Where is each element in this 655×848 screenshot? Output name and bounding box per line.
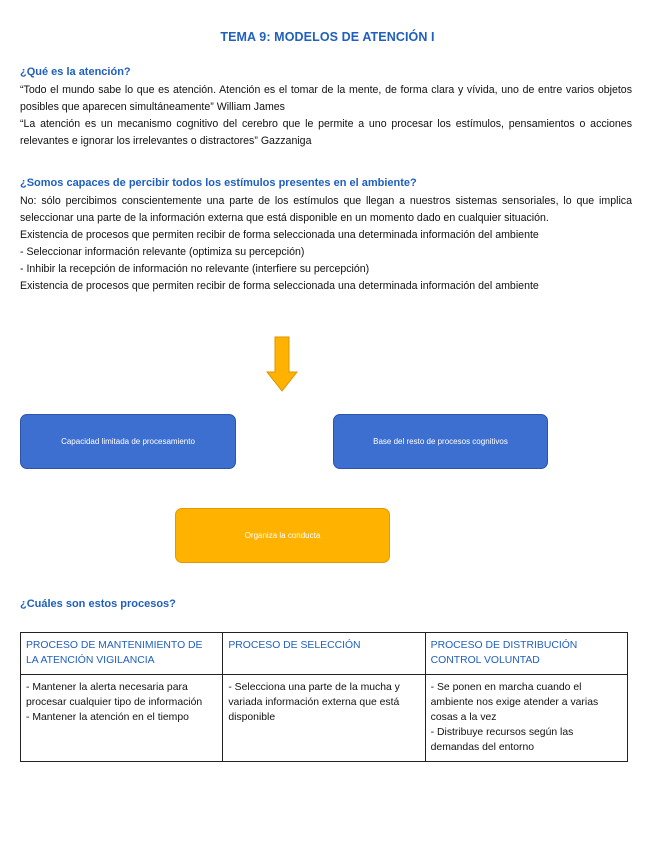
table-cell [425, 675, 627, 762]
section-heading: ¿Somos capaces de percibir todos los estímulos presentes en el ambiente? [20, 177, 417, 189]
cell-line: - Selecciona una parte de la mucha y variada información externa que está disponible [228, 682, 400, 723]
cell-line: - Se ponen en marcha cuando el ambiente nos exige atender a varias cosas a la vez [430, 682, 599, 723]
processes-table [20, 632, 628, 762]
table-header-cell: PROCESO DE DISTRIBUCIÓN CONTROL VOLUNTAD [425, 633, 627, 675]
section-heading: ¿Cuáles son estos procesos? [20, 598, 176, 610]
table-header-cell: PROCESO DE SELECCIÓN [223, 633, 425, 675]
table-row [21, 675, 628, 762]
quote-gazzaniga: “La atención es un mecanismo cognitivo del cerebro que le permite a uno procesar los estímulos, pensamientos o acciones relevantes e ignorar los irrelevantes o distractores” Gazzaniga [20, 118, 632, 147]
down-arrow-icon [266, 336, 298, 392]
diagram-box-label: Organiza la conducta [244, 531, 321, 540]
section-what-is-attention [20, 66, 632, 150]
paragraph: Existencia de procesos que permiten recibir de forma seleccionada una determinada información del ambiente [20, 280, 539, 292]
cell-line: - Mantener la atención en el tiempo [26, 712, 189, 723]
bullet-item: - Seleccionar información relevante (optimiza su percepción) [20, 246, 305, 258]
diagram-box-cognitive-base [333, 414, 548, 469]
diagram-box-label: Capacidad limitada de procesamiento [61, 437, 195, 446]
bullet-item: - Inhibir la recepción de información no relevante (interfiere su percepción) [20, 263, 370, 275]
paragraph: No: sólo percibimos conscientemente una parte de los estímulos que llegan a nuestros sistemas sensoriales, lo que implica seleccionar una parte de la información externa que está disponible en un momento dado en cualquier situación. [20, 195, 632, 224]
diagram-box-limited-capacity [20, 414, 236, 469]
diagram-box-label: Base del resto de procesos cognitivos [373, 437, 508, 446]
page-title: TEMA 9: MODELOS DE ATENCIÓN I [220, 30, 435, 44]
cell-line: - Distribuye recursos según las demandas del entorno [430, 727, 574, 753]
table-header-row [21, 633, 628, 675]
table-header-cell: PROCESO DE MANTENIMIENTO DE LA ATENCIÓN VIGILANCIA [21, 633, 223, 675]
table-cell [223, 675, 425, 762]
section-processes [20, 598, 632, 614]
table-cell [21, 675, 223, 762]
section-heading: ¿Qué es la atención? [20, 66, 131, 78]
paragraph: Existencia de procesos que permiten recibir de forma seleccionada una determinada información del ambiente [20, 229, 539, 241]
cell-line: - Mantener la alerta necesaria para procesar cualquier tipo de información [26, 682, 203, 708]
section-perceive-stimuli [20, 177, 632, 295]
diagram-box-organizes-behavior [175, 508, 390, 563]
quote-william-james: “Todo el mundo sabe lo que es atención. Atención es el tomar de la mente, de forma clara y vívida, uno de entre varios objetos posibles que aparecen simultáneamente” William James [20, 84, 632, 113]
